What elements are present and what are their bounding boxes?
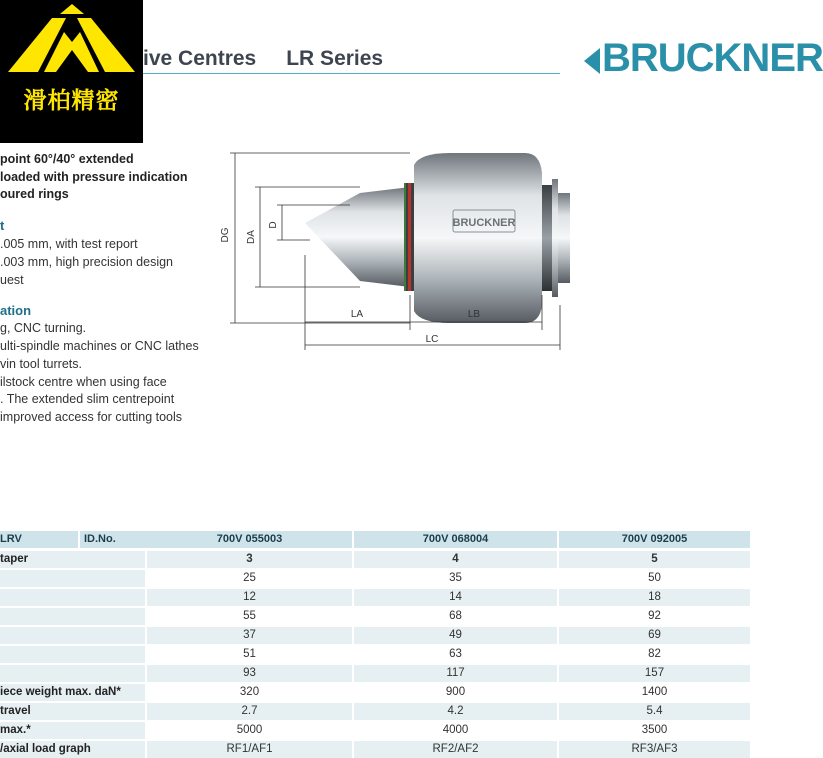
dim-lb: LB: [467, 309, 481, 320]
row-label: [0, 608, 145, 625]
accuracy-line: uest: [0, 273, 24, 287]
accuracy-heading: t: [0, 218, 5, 233]
application-heading: ation: [0, 303, 32, 318]
application-line: ilstock centre when using face: [0, 375, 167, 389]
dim-da: DA: [246, 230, 257, 244]
table-cell: 117: [354, 665, 557, 682]
application-line: vin tool turrets.: [0, 357, 82, 371]
row-label: iece weight max. daN*: [0, 684, 145, 701]
table-cell: 25: [147, 570, 352, 587]
table-cell: 93: [147, 665, 352, 682]
table-cell: 900: [354, 684, 557, 701]
table-row: [0, 589, 750, 606]
accuracy-line: .005 mm, with test report: [0, 237, 138, 251]
table-cell: 14: [354, 589, 557, 606]
table-cell: 18: [559, 589, 750, 606]
table-cell: RF2/AF2: [354, 741, 557, 758]
flange: [552, 179, 558, 297]
table-cell: 4: [354, 551, 557, 568]
dim-lc: LC: [425, 334, 439, 345]
dim-d: D: [268, 221, 279, 229]
watermark-text: 滑柏精密: [23, 88, 120, 114]
row-label: /axial load graph: [0, 741, 145, 758]
table-cell: 3: [147, 551, 352, 568]
series-name: LR Series: [286, 47, 384, 70]
table-cell: 49: [354, 627, 557, 644]
table-cell: 157: [559, 665, 750, 682]
table-cell: 4.2: [354, 703, 557, 720]
brand-name: BRUCKNER: [602, 36, 823, 80]
table-header-row: [0, 531, 750, 548]
row-label: [0, 570, 145, 587]
dim-la: LA: [350, 309, 364, 320]
table-cell: 37: [147, 627, 352, 644]
table-cell: 5000: [147, 722, 352, 739]
table-row: [0, 608, 750, 625]
table-cell: RF3/AF3: [559, 741, 750, 758]
dim-dg: DG: [220, 227, 231, 243]
table-cell: 92: [559, 608, 750, 625]
table-row: [0, 665, 750, 682]
ring-green: [404, 183, 406, 291]
table-row: [0, 627, 750, 644]
table-cell: 55: [147, 608, 352, 625]
page-title: [143, 47, 383, 71]
table-cell: 5: [559, 551, 750, 568]
table-cell: 63: [354, 646, 557, 663]
table-row: [0, 684, 750, 701]
accuracy-line: .003 mm, high precision design: [0, 255, 174, 269]
main-body: [414, 153, 542, 323]
cone-point: [305, 187, 410, 287]
table-row: [0, 551, 750, 568]
header-col: 700V 055003: [147, 531, 352, 548]
table-cell: 69: [559, 627, 750, 644]
row-label: [0, 665, 145, 682]
table-cell: 320: [147, 684, 352, 701]
header-id: ID.No.: [80, 531, 149, 548]
table-cell: 12: [147, 589, 352, 606]
application-line: . The extended slim centrepoint: [0, 392, 175, 406]
ring-red: [408, 183, 411, 291]
row-label: max.*: [0, 722, 145, 739]
table-cell: 82: [559, 646, 750, 663]
header-model: LRV: [0, 531, 78, 548]
row-label: [0, 589, 145, 606]
table-cell: 35: [354, 570, 557, 587]
table-cell: 51: [147, 646, 352, 663]
header-col: 700V 068004: [354, 531, 557, 548]
table-cell: 5.4: [559, 703, 750, 720]
feature-line: loaded with pressure indication: [0, 170, 188, 184]
row-label: taper: [0, 551, 145, 568]
body-mark: BRUCKNER: [452, 217, 516, 229]
title-text: ive Centres: [143, 47, 257, 70]
row-label: [0, 627, 145, 644]
table-cell: 50: [559, 570, 750, 587]
row-label: [0, 646, 145, 663]
table-row: [0, 646, 750, 663]
watermark-logo: [0, 0, 143, 143]
table-row: [0, 570, 750, 587]
brand-arrow-icon: [582, 44, 602, 78]
taper-shank: [558, 193, 570, 283]
table-cell: RF1/AF1: [147, 741, 352, 758]
header-col: 700V 092005: [559, 531, 750, 548]
feature-line: oured rings: [0, 187, 69, 201]
application-line: g, CNC turning.: [0, 321, 87, 335]
feature-line: point 60°/40° extended: [0, 152, 134, 166]
table-cell: 1400: [559, 684, 750, 701]
application-line: ulti-spindle machines or CNC lathes: [0, 339, 199, 353]
table-row: [0, 703, 750, 720]
table-row: [0, 741, 750, 758]
table-cell: 4000: [354, 722, 557, 739]
collar: [542, 185, 552, 291]
table-cell: 3500: [559, 722, 750, 739]
table-cell: 2.7: [147, 703, 352, 720]
row-label: travel: [0, 703, 145, 720]
application-line: improved access for cutting tools: [0, 410, 183, 424]
winged-logo-icon: [0, 0, 143, 85]
table-row: [0, 722, 750, 739]
header-rule: [143, 73, 560, 74]
table-cell: 68: [354, 608, 557, 625]
live-centre-diagram: [210, 145, 570, 360]
